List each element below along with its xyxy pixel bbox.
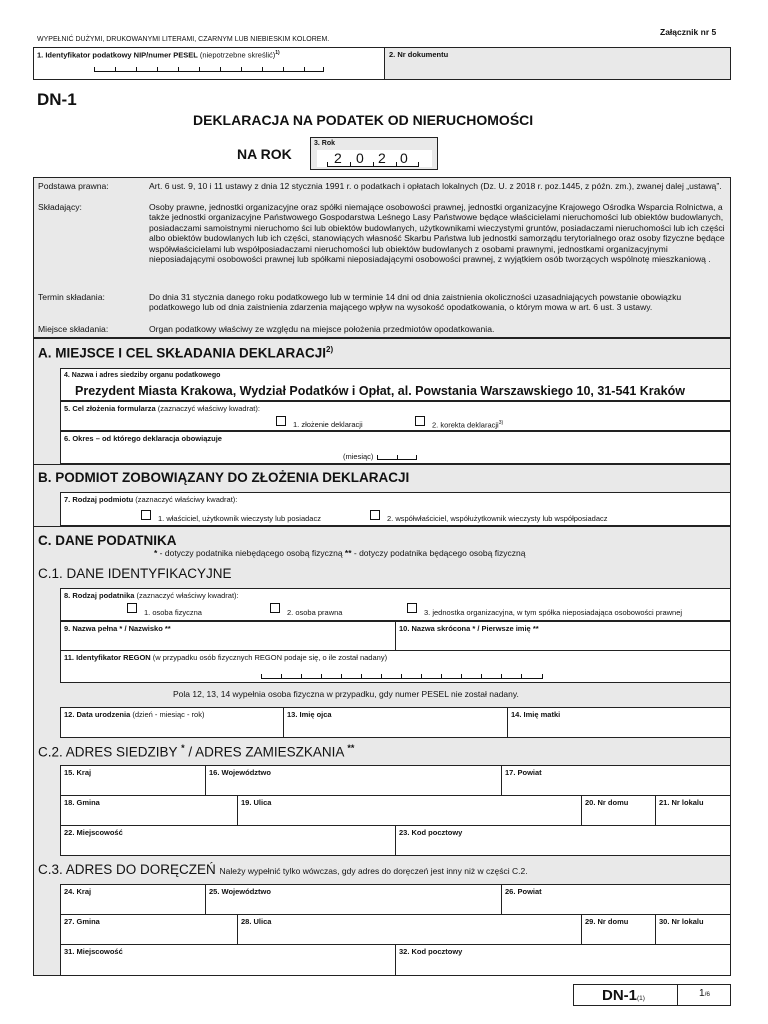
skladajacy-text: Osoby prawne, jednostki organizacyjne oraz spółki niemające osobowości prawnej, jednostki organizacyjne Krajowego Ośrodka Wsparcia Rolnictwa, a także jednostki organizacyjne Państwowego Gospodarstwa Leśnego Lasy Państwowe będące właścicielami nieruchomości lub obiektów budowlanych, posiadaczami samoistnymi nieruchomo ści lub obiektów budowlanych, użytkownikami wieczystymi gruntów, posiadaczami nieruchomości lub ich części albo obiektów budowlanych lub ich części, stanowiących własność Skarbu Państwa lub jednostki samorządu terytorialnego oraz osoby fizyczne będące współwłaścicielami lub współposiadaczami nieruchomości lub obiektów budowlanych z osobami prawnymi, jednostkami organizacyjnymi nieposiadającymi osobowości prawnej lub spółkami nieposiadającymi osobowości prawnej, z wyjątkiem osób tworzących wspólnotę mieszkaniową . — [149, 202, 725, 265]
field-28-street[interactable]: 28. Ulica — [237, 914, 582, 945]
field-21-flat-no[interactable]: 21. Nr lokalu — [655, 795, 731, 826]
year-digit-3: 2 — [378, 150, 386, 166]
checkbox-wspolwlasciciel-label: 2. współwłaściciel, współużytkownik wieczysty lub współposiadacz — [387, 514, 608, 523]
nip-comb — [94, 68, 324, 72]
field-16-voivodeship[interactable]: 16. Województwo — [205, 765, 502, 796]
field-32-postal-code[interactable]: 32. Kod pocztowy — [395, 944, 731, 976]
section-c2-title: C.2. ADRES SIEDZIBY * / ADRES ZAMIESZKANIA ** — [38, 743, 355, 760]
podstawa-label: Podstawa prawna: — [38, 181, 109, 191]
field-2-label: 2. Nr dokumentu — [389, 50, 449, 59]
month-comb — [377, 456, 417, 460]
checkbox-wlasciciel-label: 1. właściciel, użytkownik wieczysty lub posiadacz — [158, 514, 321, 523]
attachment-label: Załącznik nr 5 — [660, 27, 717, 37]
footer-code: DN-1 — [602, 987, 638, 1004]
field-29-house-no[interactable]: 29. Nr domu — [581, 914, 656, 945]
field-4-tax-office[interactable] — [60, 368, 731, 401]
field-25-voivodeship[interactable]: 25. Województwo — [205, 884, 502, 915]
field-22-town[interactable]: 22. Miejscowość — [60, 825, 396, 856]
field-20-house-no[interactable]: 20. Nr domu — [581, 795, 656, 826]
section-c3-title: C.3. ADRES DO DORĘCZEŃ Należy wypełnić tylko wówczas, gdy adres do doręczeń jest inny niż w części C.2. — [38, 862, 528, 877]
field-6-label: 6. Okres – od którego deklaracja obowiązuje — [64, 434, 222, 443]
fill-instruction: WYPEŁNIĆ DUŻYMI, DRUKOWANYMI LITERAMI, CZARNYM LUB NIEBIESKIM KOLOREM. — [37, 36, 330, 43]
field-7-entity-type: 7. Rodzaj podmiotu (zaznaczyć właściwy kwadrat): 1. właściciel, użytkownik wieczysty lub posiadacz 2. współwłaściciel, współużytkownik wieczysty lub współposiadacz — [60, 492, 731, 526]
field-5-label: 5. Cel złożenia formularza — [64, 404, 156, 413]
year-digit-4: 0 — [400, 150, 408, 166]
section-c-title: C. DANE PODATNIKA — [38, 533, 177, 548]
section-c-note: * - dotyczy podatnika niebędącego osobą fizyczną ** - dotyczy podatnika będącego osobą fizyczną — [154, 548, 526, 558]
checkbox-zlozenie-label: 1. złożenie deklaracji — [293, 420, 363, 429]
field-1-sup: 1) — [275, 50, 280, 56]
section-b-title: B. PODMIOT ZOBOWIĄZANY DO ZŁOŻENIA DEKLARACJI — [38, 470, 410, 485]
year-field[interactable] — [310, 137, 438, 170]
field-24-country[interactable]: 24. Kraj — [60, 884, 206, 915]
field-4-label: 4. Nazwa i adres siedziby organu podatkowego — [64, 372, 221, 379]
info-block — [33, 177, 731, 338]
termin-label: Termin składania: — [38, 292, 105, 302]
year-label: 3. Rok — [314, 140, 336, 147]
field-8-taxpayer-type: 8. Rodzaj podatnika (zaznaczyć właściwy kwadrat): 1. osoba fizyczna 2. osoba prawna 3. jednostka organizacyjna, w tym spółka nieposiadająca osobowości prawnej — [60, 588, 731, 621]
checkbox-wspolwlasciciel[interactable] — [370, 510, 380, 520]
field-17-county[interactable]: 17. Powiat — [501, 765, 731, 796]
top-fields-box — [33, 47, 731, 80]
field-23-postal-code[interactable]: 23. Kod pocztowy — [395, 825, 731, 856]
regon-comb — [261, 675, 543, 679]
checkbox-wlasciciel[interactable] — [141, 510, 151, 520]
field-18-commune[interactable]: 18. Gmina — [60, 795, 238, 826]
podstawa-text: Art. 6 ust. 9, 10 i 11 ustawy z dnia 12 stycznia 1991 r. o podatkach i opłatach lokalnych (Dz. U. z 2018 r. poz.1445, z późn. zm.), zwanej dalej „ustawą”. — [149, 181, 722, 191]
field-5-purpose: 5. Cel złożenia formularza (zaznaczyć właściwy kwadrat): 1. złożenie deklaracji 2. korekta deklaracji$^{3)}$ — [60, 401, 731, 431]
page-title: DEKLARACJA NA PODATEK OD NIERUCHOMOŚCI — [193, 112, 534, 128]
checkbox-korekta[interactable] — [415, 416, 425, 426]
field-19-street[interactable]: 19. Ulica — [237, 795, 582, 826]
year-digit-1: 2 — [334, 150, 342, 166]
checkbox-osoba-fizyczna-label: 1. osoba fizyczna — [144, 608, 202, 617]
miejsce-label: Miejsce składania: — [38, 324, 109, 334]
form-code: DN-1 — [37, 90, 77, 109]
field-26-county[interactable]: 26. Powiat — [501, 884, 731, 915]
field-7-label: 7. Rodzaj podmiotu — [64, 495, 134, 504]
field-14-mother-name[interactable]: 14. Imię matki — [507, 707, 731, 738]
field-9-full-name[interactable]: 9. Nazwa pełna * / Nazwisko ** — [60, 621, 396, 651]
skladajacy-label: Składający: — [38, 202, 82, 212]
field-12-birth-date[interactable]: 12. Data urodzenia (dzień - miesiąc - rok) — [60, 707, 284, 738]
miejsce-text: Organ podatkowy właściwy ze względu na miejsce położenia przedmiotów opodatkowania. — [149, 324, 495, 334]
field-30-flat-no[interactable]: 30. Nr lokalu — [655, 914, 731, 945]
field-13-father-name[interactable]: 13. Imię ojca — [283, 707, 508, 738]
checkbox-korekta-label: 2. korekta deklaracji$^{3)}$ — [432, 420, 504, 430]
checkbox-jednostka-label: 3. jednostka organizacyjna, w tym spółka nieposiadająca osobowości prawnej — [424, 608, 683, 617]
checkbox-zlozenie[interactable] — [276, 416, 286, 426]
checkbox-osoba-fizyczna[interactable] — [127, 603, 137, 613]
field-8-label: 8. Rodzaj podatnika — [64, 591, 135, 600]
checkbox-osoba-prawna-label: 2. osoba prawna — [287, 608, 343, 617]
year-digit-2: 0 — [356, 150, 364, 166]
field-10-short-name[interactable]: 10. Nazwa skrócona * / Pierwsze imię ** — [395, 621, 731, 651]
section-c1-title: C.1. DANE IDENTYFIKACYJNE — [38, 566, 232, 581]
field-15-country[interactable]: 15. Kraj — [60, 765, 206, 796]
section-a-title: A. MIEJSCE I CEL SKŁADANIA DEKLARACJI$^{2)}$ — [38, 345, 334, 361]
field-6-month-label: (miesiąc) — [343, 452, 374, 461]
page-number: 1/6 — [699, 988, 710, 999]
termin-text: Do dnia 31 stycznia danego roku podatkowego lub w terminie 14 dni od dnia zaistnienia okoliczności uzasadniających powstanie obowiązku podatkowego lub od dnia zaistnienia zdarzenia mającego wpływ na wysokość opodatkowania, o którym mowa w art. 6 ust. 3 ustawy. — [149, 292, 682, 313]
field-6-period[interactable] — [60, 431, 731, 464]
pesel-note: Pola 12, 13, 14 wypełnia osoba fizyczna w przypadku, gdy numer PESEL nie został nadany. — [173, 689, 519, 699]
checkbox-jednostka[interactable] — [407, 603, 417, 613]
na-rok-label: NA ROK — [237, 146, 292, 162]
field-11-regon[interactable]: 11. Identyfikator REGON (w przypadku osób fizycznych REGON podaje się, o ile został nadany) — [60, 650, 731, 683]
field-1-nip-pesel[interactable] — [34, 48, 385, 79]
field-4-value: Prezydent Miasta Krakowa, Wydział Podatków i Opłat, al. Powstania Warszawskiego 10, 31-541 Kraków — [75, 384, 685, 398]
field-1-label: 1. Identyfikator podatkowy NIP/numer PESEL — [37, 50, 198, 60]
field-31-town[interactable]: 31. Miejscowość — [60, 944, 396, 976]
checkbox-osoba-prawna[interactable] — [270, 603, 280, 613]
field-1-note: (niepotrzebne skreślić) — [199, 50, 276, 60]
field-27-commune[interactable]: 27. Gmina — [60, 914, 238, 945]
footer-code-box: DN-1(1) 1/6 — [573, 984, 731, 1006]
